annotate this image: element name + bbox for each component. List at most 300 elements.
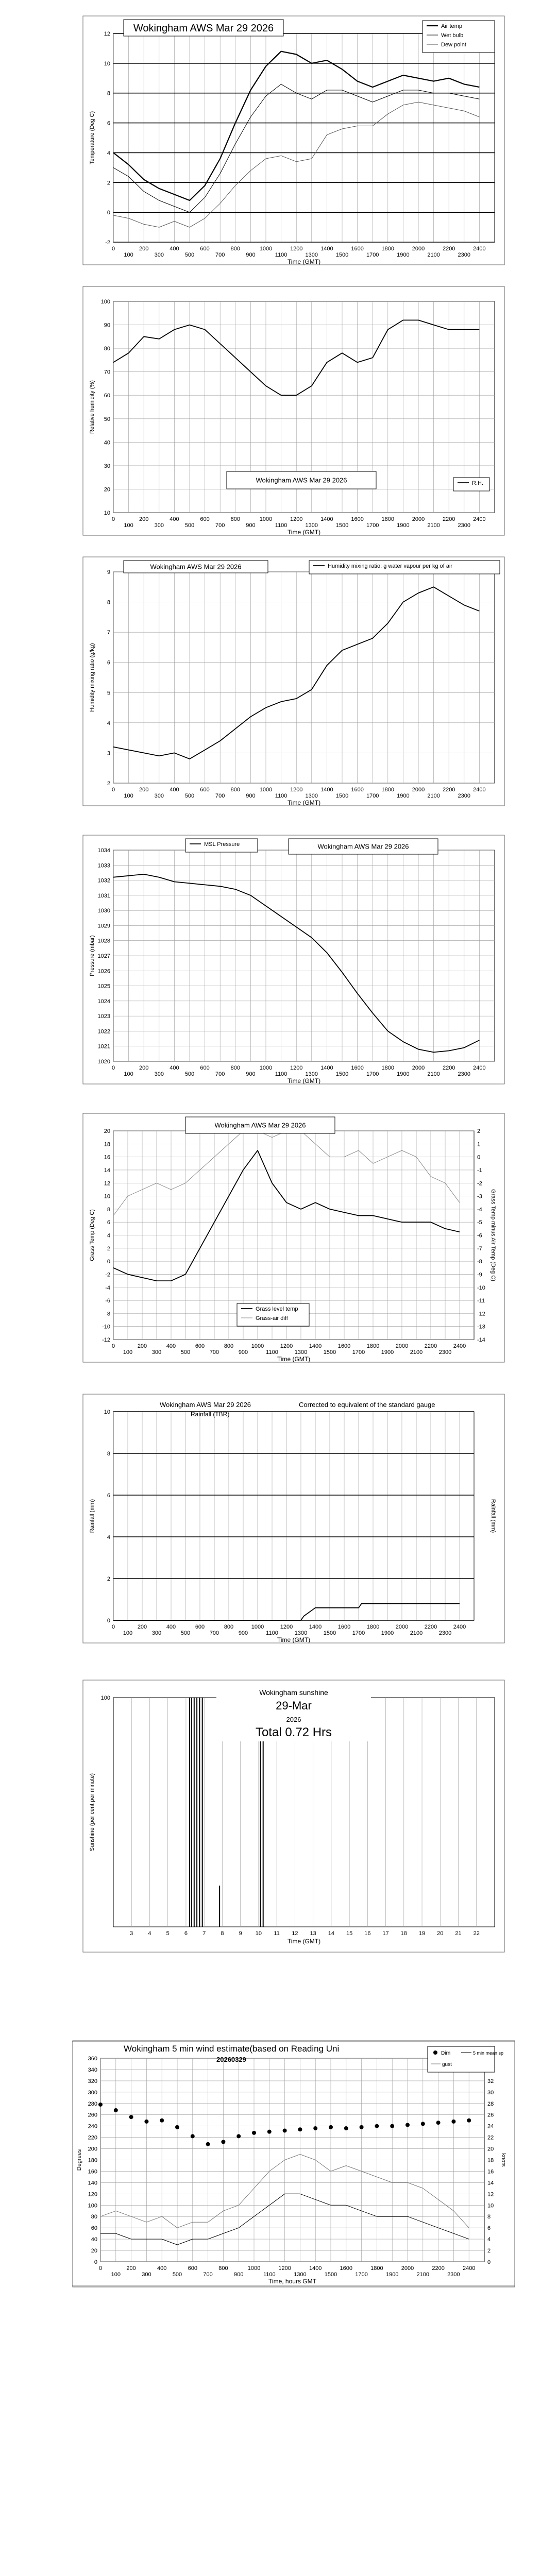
y2-tick-label: 30 [487,2089,494,2096]
x-tick-label: 1400 [320,787,333,793]
x-tick-label: 2100 [427,252,440,258]
x-tick-label: 2000 [395,1343,409,1349]
x-tick-label: 500 [184,252,195,258]
x-tick-label: 1800 [381,787,395,793]
x-tick-label: 200 [139,787,149,793]
x-tick-label: 200 [139,1065,149,1071]
x-tick-label: 1700 [366,252,379,258]
y-tick-label: 80 [91,2214,97,2221]
x-tick-label: 1100 [263,2272,276,2278]
x-tick-label: 400 [170,1065,179,1071]
x-tick-label: 1300 [305,522,318,529]
x-tick-label: 1000 [259,516,273,522]
x-tick-label: 0 [111,1624,115,1630]
y-tick-label: 6 [107,1219,110,1226]
x-tick-label: 1900 [397,793,410,799]
y-tick-label: 50 [104,416,110,422]
y-tick-label: 1034 [97,848,110,854]
y2-tick-label: 10 [487,2202,494,2209]
x-tick-label: 2400 [473,787,486,793]
y2-tick-label: 0 [477,1154,481,1161]
pressure-chart [82,835,505,1084]
x-tick-label: 900 [238,1349,248,1355]
x-tick-label: 1300 [305,252,318,258]
x-tick-label: 2400 [453,1624,466,1630]
x-tick-label: 7 [202,1930,206,1937]
direction-point [175,2125,179,2129]
y-axis-label: Rainfall (mm) [89,1499,95,1533]
y-tick-label: 12 [104,31,110,37]
x-axis-label: Time (GMT) [287,1077,321,1084]
x-tick-label: 9 [239,1930,242,1937]
x-tick-label: 2000 [412,787,425,793]
x-tick-label: 1100 [275,1071,288,1077]
y2-axis-label: Rainfall (mm) [490,1499,496,1533]
direction-point [206,2142,210,2146]
wind-chart [72,2040,515,2287]
y2-tick-label: 20 [487,2146,494,2153]
y-tick-label: 1028 [97,938,110,944]
x-axis-label: Time (GMT) [287,1938,321,1945]
y-tick-label: 2 [107,1245,110,1252]
x-tick-label: 100 [124,252,133,258]
x-tick-label: 2200 [442,787,455,793]
x-tick-label: 1700 [355,2272,368,2278]
y-tick-label: 140 [88,2180,97,2187]
y2-tick-label: 2 [487,2248,491,2255]
direction-point [436,2121,441,2125]
y-tick-label: 8 [107,90,110,97]
x-tick-label: 900 [238,1630,248,1636]
y-tick-label: 100 [100,1695,110,1701]
x-tick-label: 1600 [351,246,364,252]
y2-tick-label: 0 [487,2259,491,2265]
x-tick-label: 2400 [473,1065,486,1071]
y-tick-label: 1030 [97,908,110,914]
temperature-chart [82,15,505,265]
y-tick-label: 18 [104,1141,110,1148]
x-tick-label: 2300 [458,252,471,258]
x-tick-label: 300 [142,2272,151,2278]
x-tick-label: 1500 [323,1630,336,1636]
x-tick-label: 1900 [381,1349,394,1355]
y2-tick-label: -3 [477,1193,482,1200]
panel-frame [83,1394,504,1643]
x-tick-label: 2200 [442,516,455,522]
x-tick-label: 1100 [266,1630,278,1636]
x-tick-label: 2300 [458,793,471,799]
x-tick-label: 1500 [335,793,349,799]
y2-tick-label: -14 [477,1337,485,1343]
y-tick-label: 4 [107,1534,110,1540]
y-tick-label: 0 [107,1618,110,1624]
x-tick-label: 2400 [462,2265,476,2272]
y-tick-label: 8 [107,1451,110,1457]
direction-point [160,2119,164,2123]
x-tick-label: 1400 [320,1065,333,1071]
y-tick-label: 1024 [97,998,110,1005]
y-tick-label: 5 [107,690,110,697]
y2-tick-label: 32 [487,2078,494,2084]
y-tick-label: 200 [88,2146,97,2153]
x-tick-label: 1300 [294,1349,308,1355]
y-tick-label: 14 [104,1167,110,1174]
x-tick-label: 2400 [453,1343,466,1349]
y-tick-label: 1029 [97,923,110,929]
y-tick-label: 8 [107,599,110,606]
y-tick-label: 180 [88,2157,97,2164]
x-tick-label: 300 [154,252,164,258]
y-tick-label: 120 [88,2191,97,2198]
wind-chart-svg [72,2040,515,2287]
x-tick-label: 16 [364,1930,371,1937]
y-tick-label: 20 [104,486,110,493]
legend-entry: Grass-air diff [256,1315,288,1321]
x-tick-label: 700 [215,252,225,258]
x-tick-label: 200 [137,1624,147,1630]
y-tick-label: 70 [104,369,110,376]
x-tick-label: 700 [215,793,225,799]
y2-tick-label: -11 [477,1298,485,1304]
direction-point [375,2124,379,2128]
x-tick-label: 600 [195,1343,205,1349]
direction-point [298,2127,302,2131]
chart-title: Wokingham 5 min wind estimate(based on Reading Uni [124,2044,340,2054]
x-tick-label: 2000 [395,1624,409,1630]
y-axis-label: Degrees [76,2149,82,2171]
x-tick-label: 1000 [251,1343,264,1349]
x-tick-label: 5 [166,1930,170,1937]
x-tick-label: 1600 [337,1624,351,1630]
y-tick-label: 0 [107,1259,110,1265]
direction-point [405,2123,410,2127]
rainfall-chart-svg [82,1394,505,1643]
x-tick-label: 2100 [427,1071,440,1077]
legend-entry: Dirn [441,2050,451,2056]
y-tick-label: -12 [102,1337,110,1343]
x-tick-label: 1100 [275,522,288,529]
y-tick-label: 1032 [97,877,110,884]
y2-tick-label: 2 [477,1128,481,1134]
x-tick-label: 1900 [397,1071,410,1077]
x-tick-label: 400 [157,2265,167,2272]
x-tick-label: 1700 [366,1071,379,1077]
y-tick-label: 9 [107,569,110,575]
y-tick-label: 8 [107,1206,110,1213]
humidity-chart [82,286,505,536]
y-tick-label: 40 [104,439,110,446]
y2-tick-label: -4 [477,1206,482,1213]
y-axis-label: Sunshine (per cent per minute) [89,1773,95,1852]
x-tick-label: 900 [246,1071,256,1077]
x-tick-label: 300 [154,1071,164,1077]
x-tick-label: 1700 [366,793,379,799]
x-tick-label: 1800 [366,1343,380,1349]
x-tick-label: 400 [170,246,179,252]
direction-point [360,2125,364,2129]
x-tick-label: 500 [184,522,195,529]
x-tick-label: 400 [170,516,179,522]
y-tick-label: 1023 [97,1013,110,1020]
y-tick-label: 0 [107,210,110,216]
temperature-chart-svg [82,15,505,265]
x-tick-label: 1200 [280,1343,293,1349]
legend-entry: Air temp [441,23,462,29]
y-tick-label: 60 [91,2225,97,2232]
y-tick-label: 4 [107,150,110,157]
y-tick-label: 240 [88,2123,97,2130]
x-tick-label: 2200 [442,1065,455,1071]
x-tick-label: 14 [328,1930,334,1937]
x-tick-label: 1500 [323,1349,336,1355]
x-tick-label: 700 [203,2272,213,2278]
x-tick-label: 300 [154,793,164,799]
y2-tick-label: 6 [487,2225,491,2232]
direction-point [114,2108,118,2112]
x-tick-label: 21 [455,1930,462,1937]
x-tick-label: 600 [200,787,210,793]
x-tick-label: 1000 [259,787,273,793]
x-axis-label: Time (GMT) [287,529,321,536]
x-tick-label: 600 [200,1065,210,1071]
y-tick-label: 1033 [97,862,110,869]
x-tick-label: 1100 [275,793,288,799]
x-axis-label: Time (GMT) [287,799,321,806]
y2-tick-label: 22 [487,2134,494,2141]
y-tick-label: -2 [105,1272,110,1278]
x-tick-label: 1900 [397,252,410,258]
x-tick-label: 1400 [320,246,333,252]
chart-date: 29-Mar [276,1699,312,1712]
rainfall-chart [82,1394,505,1643]
x-tick-label: 15 [346,1930,353,1937]
x-tick-label: 300 [151,1630,162,1636]
x-tick-label: 2300 [458,1071,471,1077]
direction-point [221,2140,225,2144]
x-tick-label: 20 [437,1930,444,1937]
direction-point [421,2122,425,2126]
legend-entry: gust [442,2062,452,2067]
y2-tick-label: -2 [477,1180,482,1187]
y-tick-label: 1020 [97,1059,110,1065]
y-tick-label: 80 [104,346,110,352]
x-tick-label: 400 [166,1624,176,1630]
y2-tick-label: -5 [477,1219,482,1226]
y-tick-label: 4 [107,720,110,726]
y-tick-label: -2 [105,240,110,246]
x-tick-label: 2100 [410,1630,423,1636]
x-tick-label: 2300 [447,2272,460,2278]
x-tick-label: 1600 [351,516,364,522]
y-tick-label: 1022 [97,1028,110,1035]
y-tick-label: 220 [88,2134,97,2141]
direction-point [344,2126,348,2130]
direction-point [98,2103,103,2107]
x-tick-label: 700 [209,1630,219,1636]
y-tick-label: 20 [91,2248,97,2255]
y2-tick-label: 4 [487,2236,491,2243]
pressure-chart-svg [82,835,505,1084]
y-tick-label: 340 [88,2066,97,2073]
x-tick-label: 2300 [438,1349,452,1355]
direction-point [267,2130,272,2134]
x-tick-label: 100 [111,2272,121,2278]
x-tick-label: 10 [255,1930,262,1937]
x-tick-label: 1000 [259,246,273,252]
x-tick-label: 1100 [266,1349,278,1355]
y-tick-label: 0 [94,2259,97,2265]
y-tick-label: 90 [104,322,110,329]
y2-tick-label: -7 [477,1245,482,1252]
x-tick-label: 100 [123,1630,133,1636]
humidity-chart-svg [82,286,505,536]
chart-title: Wokingham sunshine [259,1688,328,1697]
y2-tick-label: 1 [477,1141,481,1148]
x-tick-label: 22 [473,1930,480,1937]
x-tick-label: 0 [111,246,115,252]
y2-tick-label: 16 [487,2168,494,2175]
x-tick-label: 2100 [427,793,440,799]
y-axis-label: Temperature (Deg C) [89,111,95,165]
x-tick-label: 100 [124,1071,133,1077]
y-axis-label: Relative humidity (%) [89,380,95,434]
x-tick-label: 900 [234,2272,244,2278]
x-tick-label: 1700 [352,1630,365,1636]
x-tick-label: 400 [166,1343,176,1349]
y-tick-label: 2 [107,180,110,187]
x-tick-label: 1200 [290,787,303,793]
y-tick-label: 280 [88,2100,97,2107]
y-tick-label: 10 [104,510,110,516]
x-tick-label: 700 [209,1349,219,1355]
x-tick-label: 800 [230,1065,240,1071]
x-tick-label: 1700 [366,522,379,529]
legend-entry: 5 min mean sp [473,2050,504,2056]
x-tick-label: 1000 [247,2265,261,2272]
y-tick-label: 12 [104,1180,110,1187]
y2-tick-label: -1 [477,1167,482,1174]
x-tick-label: 500 [180,1630,191,1636]
x-tick-label: 1900 [397,522,410,529]
x-tick-label: 2200 [442,246,455,252]
y-tick-label: 1021 [97,1043,110,1050]
x-tick-label: 1900 [381,1630,394,1636]
y-tick-label: 7 [107,630,110,636]
y-tick-label: 40 [91,2236,97,2243]
x-tick-label: 2000 [412,1065,425,1071]
y2-tick-label: -6 [477,1232,482,1239]
panel-frame [83,557,504,806]
chart-title: Wokingham AWS Mar 29 2026 [150,563,242,571]
y-tick-label: 160 [88,2168,97,2175]
x-tick-label: 500 [172,2272,182,2278]
x-tick-label: 1200 [290,516,303,522]
x-tick-label: 1200 [290,1065,303,1071]
x-tick-label: 2200 [432,2265,445,2272]
direction-point [467,2119,471,2123]
x-tick-label: 800 [218,2265,228,2272]
sunshine-chart-svg [82,1680,505,1953]
y-tick-label: 100 [100,299,110,305]
y-tick-label: 360 [88,2056,97,2062]
grass-temp-chart-svg [82,1113,505,1363]
direction-point [252,2131,256,2135]
x-tick-label: 1300 [294,1630,308,1636]
y-tick-label: -4 [105,1284,110,1291]
y-tick-label: 6 [107,120,110,127]
y-tick-label: -8 [105,1311,110,1317]
y-tick-label: 2 [107,781,110,787]
x-tick-label: 2400 [473,516,486,522]
x-tick-label: 8 [221,1930,224,1937]
x-tick-label: 200 [126,2265,136,2272]
x-tick-label: 4 [148,1930,151,1937]
x-tick-label: 1900 [385,2272,399,2278]
x-tick-label: 17 [382,1930,389,1937]
x-tick-label: 0 [98,2265,103,2272]
x-tick-label: 0 [111,787,115,793]
x-tick-label: 900 [246,252,256,258]
y2-tick-label: 14 [487,2180,494,2187]
y2-tick-label: -9 [477,1272,482,1278]
direction-point [313,2126,317,2130]
x-tick-label: 2000 [401,2265,414,2272]
x-tick-label: 600 [200,246,210,252]
x-tick-label: 300 [151,1349,162,1355]
panel-frame [73,2041,515,2287]
x-tick-label: 0 [111,1343,115,1349]
panel-frame [83,835,504,1084]
x-tick-label: 1800 [381,516,395,522]
legend-box [453,478,489,491]
y-axis-label: Pressure (mbar) [89,935,95,976]
y-tick-label: 30 [104,463,110,469]
y-tick-label: 300 [88,2089,97,2096]
y-tick-label: 6 [107,1493,110,1499]
x-tick-label: 6 [184,1930,188,1937]
x-tick-label: 1800 [381,246,395,252]
x-axis-label: Time (GMT) [287,258,321,265]
x-tick-label: 2300 [458,522,471,529]
direction-point [236,2134,241,2138]
x-tick-label: 900 [246,522,256,529]
y-tick-label: 10 [104,60,110,67]
y2-tick-label: -10 [477,1284,485,1291]
chart-year: 2026 [286,1716,301,1723]
x-tick-label: 1200 [280,1624,293,1630]
x-tick-label: 2200 [424,1343,437,1349]
x-tick-label: 800 [230,516,240,522]
direction-point [144,2120,148,2124]
direction-point [129,2115,133,2119]
chart-title: Wokingham AWS Mar 29 2026 [160,1401,251,1409]
x-tick-label: 2100 [410,1349,423,1355]
x-tick-label: 11 [274,1930,280,1937]
chart-title: Wokingham AWS Mar 29 2026 [133,23,274,34]
x-tick-label: 500 [184,1071,195,1077]
x-tick-label: 200 [139,246,149,252]
y-tick-label: -6 [105,1298,110,1304]
x-tick-label: 100 [123,1349,133,1355]
y-tick-label: 1026 [97,968,110,975]
x-tick-label: 2300 [438,1630,452,1636]
x-tick-label: 1500 [324,2272,337,2278]
y-tick-label: 3 [107,750,110,757]
x-tick-label: 1800 [370,2265,383,2272]
x-tick-label: 1600 [351,787,364,793]
mixing-ratio-chart [82,556,505,806]
x-tick-label: 2000 [412,516,425,522]
